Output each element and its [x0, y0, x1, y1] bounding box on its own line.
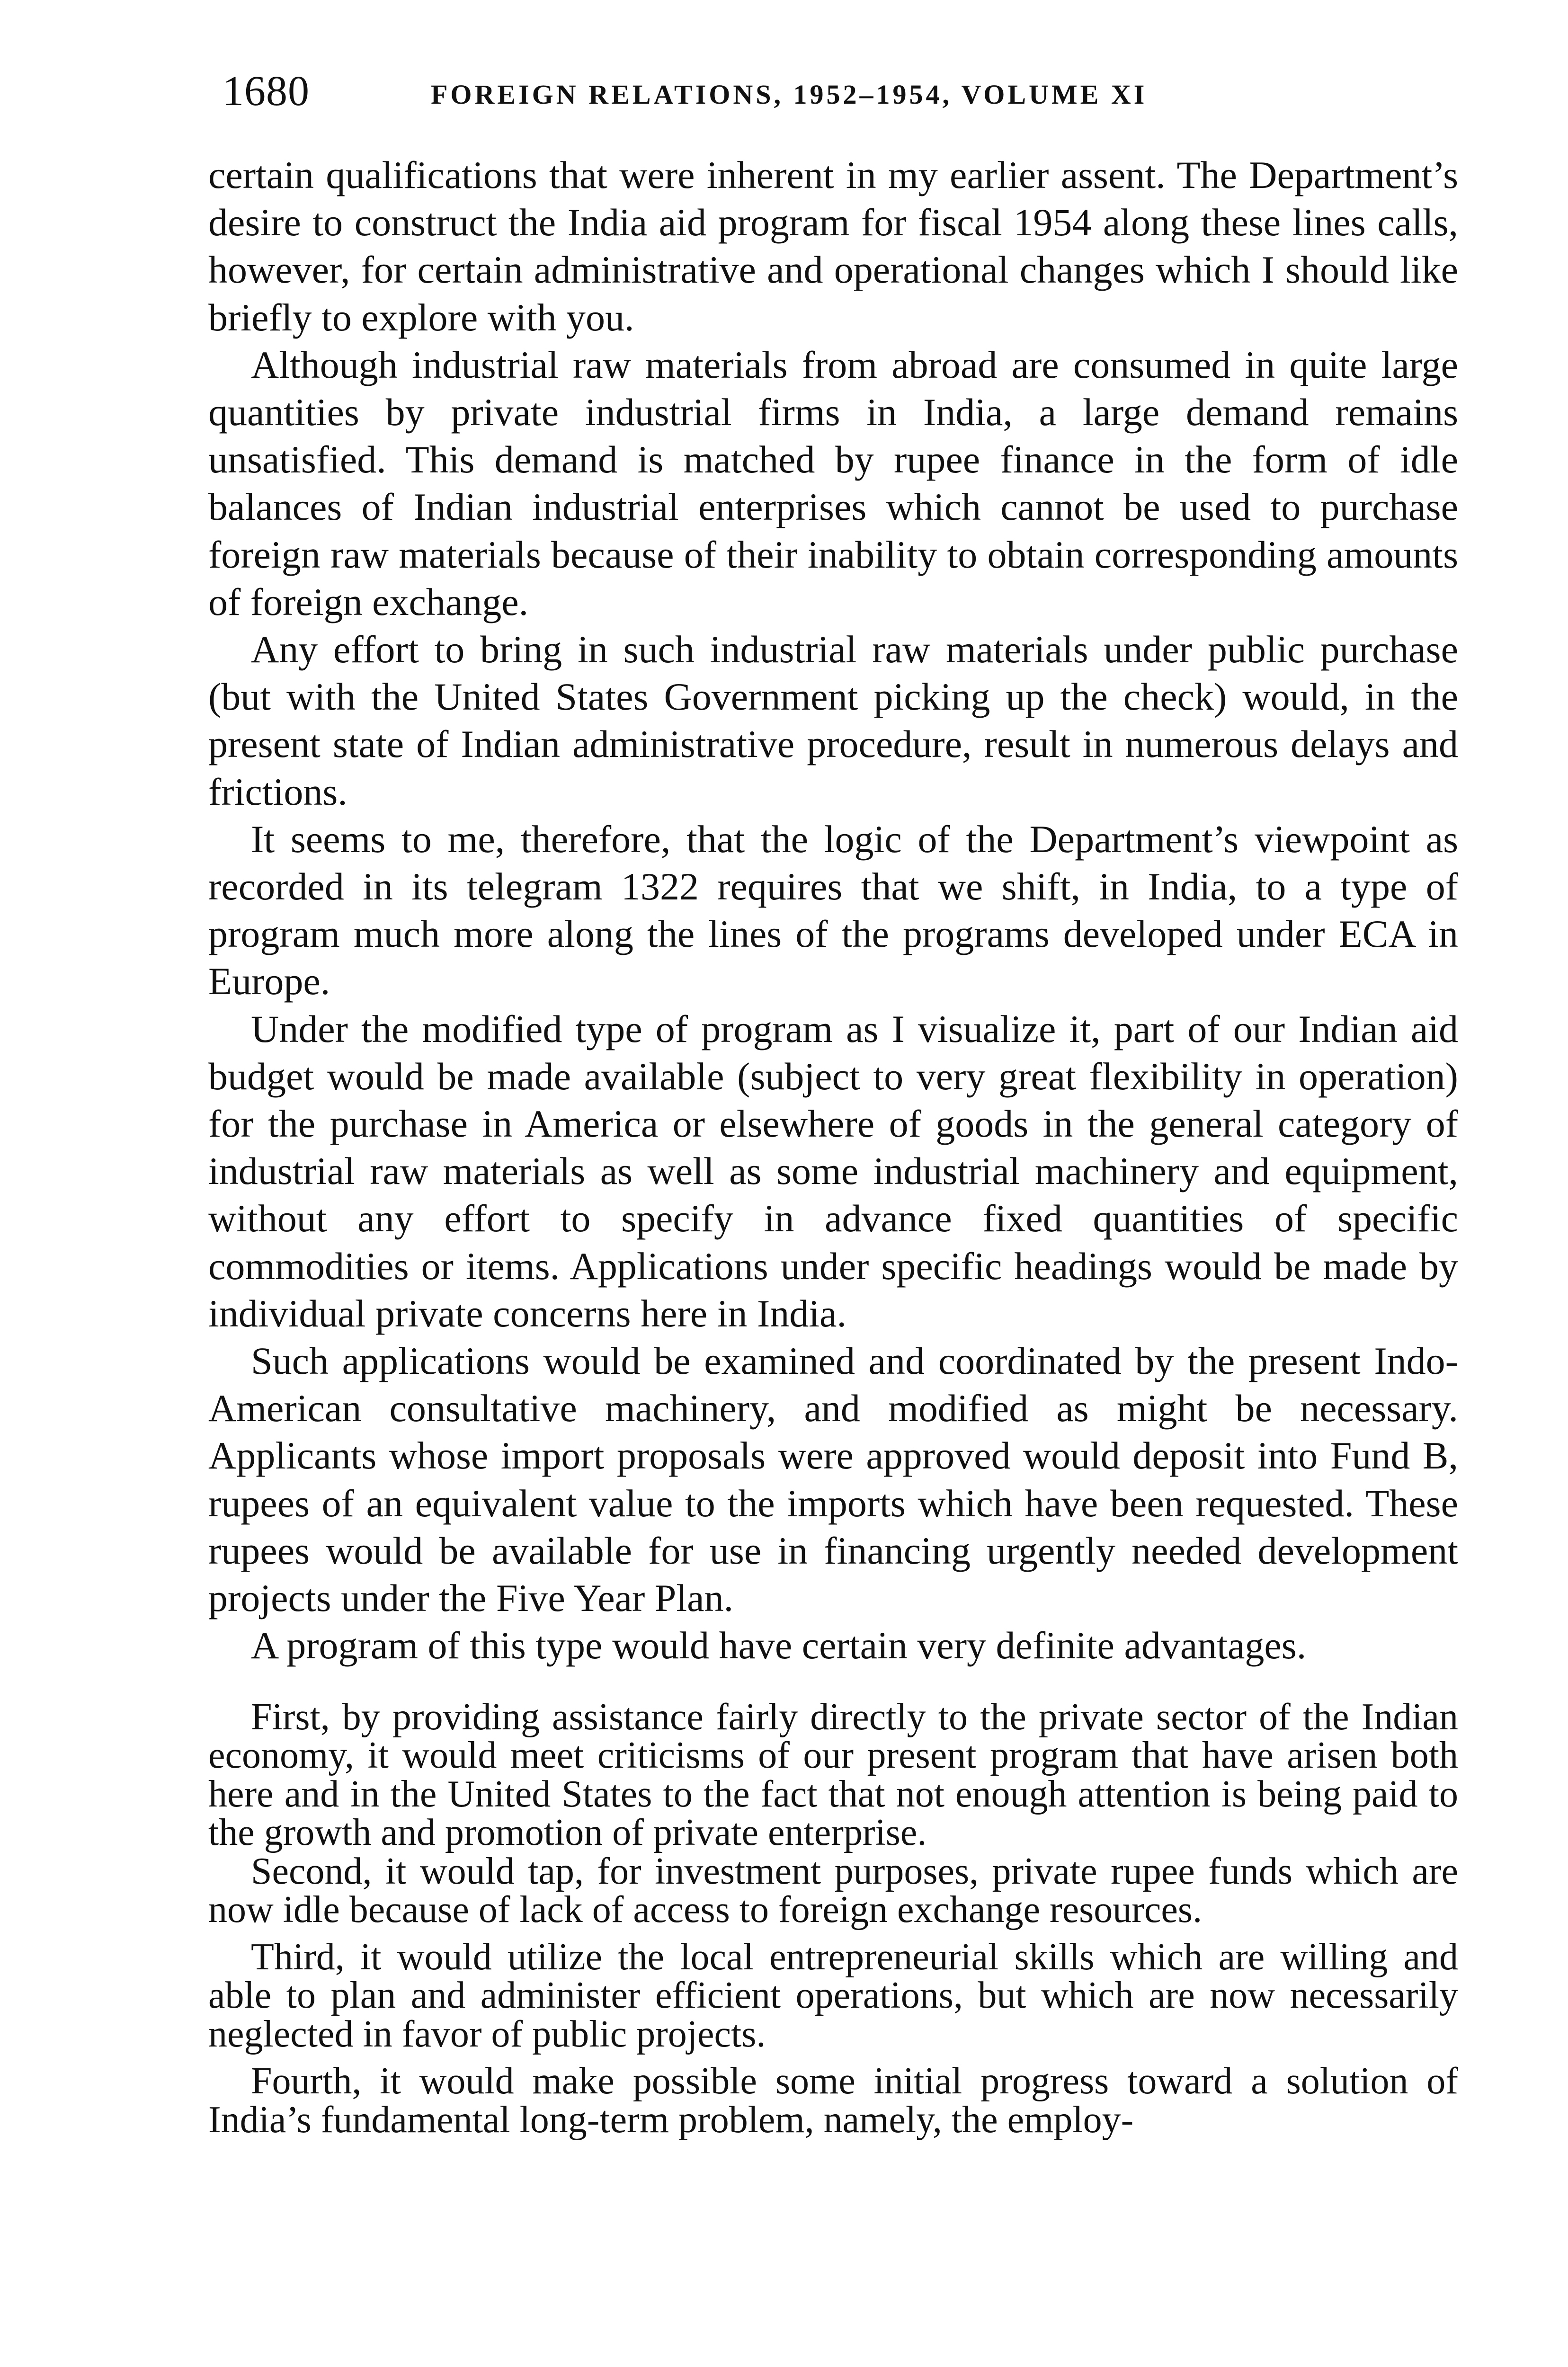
paragraph-eca-type-program: It seems to me, therefore, that the logic of the Department’s viewpoint as recorded in its telegram 1322 requires that we shift, in India, to a type of program much more along the lines of the programs developed under ECA in Europe. [208, 817, 1458, 1003]
paragraph-raw-materials-demand: Although industrial raw materials from abroad are consumed in quite large quantities by private industrial firms in India, a large demand remains unsatisfied. This demand is matched by rupee finance in the form of idle balances of Indian industrial enterprises which cannot be used to purchase foreign raw materials because of their inability to obtain corresponding amounts of foreign exchange. [208, 343, 1458, 623]
paragraph-second-advantage: Second, it would tap, for investment purposes, private rupee funds which are now idle because of lack of access to foreign exchange resources. [208, 1850, 1458, 1931]
page-number: 1680 [223, 68, 310, 115]
paragraph-third-advantage: Third, it would utilize the local entrepreneurial skills which are willing and able to plan and administer efficient operations, but which are now necessarily neglected in favor of public projects. [208, 1936, 1458, 2055]
running-head [223, 65, 1453, 117]
paragraph-applications: Such applications would be examined and coordinated by the present Indo-American consultative machinery, and modified as might be necessary. Applicants whose import proposals were approved would deposit into Fund B, rupees of an equivalent value to the imports which have been requested. These rupees would be available for use in financing urgently needed development projects under the Five Year Plan. [208, 1339, 1458, 1620]
paragraph-continuation: certain qualifications that were inherent in my earlier assent. The Department’s desire to construct the India aid program for fiscal 1954 along these lines calls, however, for certain administrative and operational changes which I should like briefly to explore with you. [208, 153, 1458, 339]
body-text [208, 151, 1458, 2139]
paragraph-first-advantage: First, by providing assistance fairly directly to the private sector of the Indian economy, it would meet criticisms of our present program that have arisen both here and in the United States to the fact that not enough attention is being paid to the growth and promotion of private enterprise. [208, 1696, 1458, 1853]
paragraph-public-purchase: Any effort to bring in such industrial raw materials under public purchase (but with the United States Government picking up the check) would, in the present state of Indian administrative procedure, result in numerous delays and frictions. [208, 628, 1458, 813]
paragraph-advantages-intro: A program of this type would have certain very definite advantages. [251, 1624, 1307, 1667]
paragraph-fourth-advantage: Fourth, it would make possible some initial progress toward a solution of India’s fundamental long-term problem, namely, the employ- [208, 2060, 1458, 2141]
running-title: FOREIGN RELATIONS, 1952–1954, VOLUME XI [431, 79, 1148, 110]
paragraph-spacer [208, 1670, 1458, 1698]
paragraph-modified-program: Under the modified type of program as I visualize it, part of our Indian aid budget would be made available (subject to very great flexibility in operation) for the purchase in America or elsewhere of goods in the general category of industrial raw materials as well as some industrial machinery and equipment, without any effort to specify in advance fixed quantities of specific commodities or items. Applications under specific headings would be made by individual private concerns here in India. [208, 1007, 1458, 1335]
